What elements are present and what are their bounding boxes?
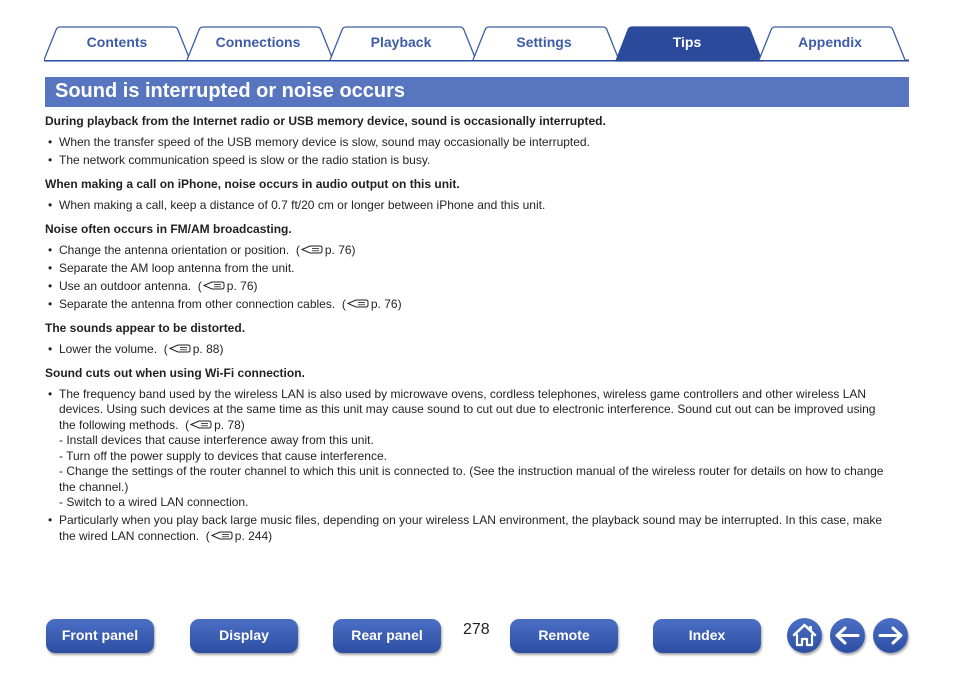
ref-page: p. 76) [226,278,258,293]
ref-page: p. 76) [324,242,356,257]
list-item-text: Separate the AM loop antenna from the unit. [59,260,295,275]
tab-tips[interactable]: Tips [672,34,702,50]
list-item [45,261,895,277]
section-fm-am-noise [45,222,895,312]
page-reference[interactable] [182,418,245,432]
sub-item: - Switch to a wired LAN connection. [59,495,249,509]
ref-open: ( [205,528,210,543]
page-reference[interactable] [293,243,356,257]
list-item-text: When making a call, keep a distance of 0.7 ft/20 cm or longer between iPhone and this unit. [59,197,546,212]
ref-open: ( [295,242,300,257]
list-item [45,387,895,511]
section-heading: When making a call on iPhone, noise occurs in audio output on this unit. [45,177,460,191]
sub-item: - Turn off the power supply to devices that cause interference. [59,448,387,463]
hand-pointer-icon [301,244,323,255]
page-reference[interactable] [160,342,223,356]
ref-open: ( [197,278,202,293]
sub-item: - Change the settings of the router channel to which this unit is connected to. (See the instruction manual of the wireless router for details on how to change the channel.) [59,464,884,494]
list-item [45,135,895,151]
remote-button[interactable]: Remote [510,619,618,653]
front-panel-button[interactable]: Front panel [46,619,154,653]
section-heading: During playback from the Internet radio or USB memory device, sound is occasionally interrupted. [45,114,606,128]
ref-open: ( [341,296,346,311]
rear-panel-button[interactable]: Rear panel [333,619,441,653]
section-heading: The sounds appear to be distorted. [45,321,246,335]
page-reference[interactable] [202,529,272,543]
list-item [45,513,895,544]
list-item-text: Use an outdoor antenna. [59,278,192,293]
ref-page: p. 88) [192,341,224,356]
tab-settings[interactable]: Settings [516,34,572,50]
list-item [45,297,895,313]
section-distortion [45,321,895,357]
home-icon[interactable] [787,618,822,653]
page-title: Sound is interrupted or noise occurs [55,80,406,102]
title-bar [45,77,909,107]
list-item-text: Particularly when you play back large music files, depending on your wireless LAN environment, the playback sound may be interrupted. In this case, make the wired LAN connection. [59,513,883,543]
page-reference[interactable] [194,279,257,293]
hand-pointer-icon [203,280,225,291]
section-heading: Noise often occurs in FM/AM broadcasting. [45,222,292,236]
list-item-text: The frequency band used by the wireless LAN is also used by microwave ovens, cordless telephones, wireless game controllers and other wireless LAN devices. Using such devices at the same time as this unit may cause sound to cut out due to electronic interference. Sound cut out can be improved using the following methods. [59,386,876,432]
ref-page: p. 76) [370,296,402,311]
tab-connections[interactable]: Connections [215,34,301,50]
list-item-text: Separate the antenna from other connection cables. [59,296,336,311]
back-arrow-icon[interactable] [830,618,865,653]
section-heading: Sound cuts out when using Wi-Fi connection. [45,366,305,380]
ref-page: p. 78) [214,417,245,432]
forward-arrow-icon[interactable] [873,618,908,653]
ref-open: ( [185,417,190,432]
list-item-text: The network communication speed is slow or the radio station is busy. [59,152,431,167]
list-item [45,279,895,295]
list-item [45,243,895,259]
tab-contents[interactable]: Contents [86,34,148,50]
ref-open: ( [163,341,168,356]
main-content [45,114,895,553]
list-item [45,153,895,169]
tab-playback[interactable]: Playback [370,34,432,50]
list-item [45,198,895,214]
hand-pointer-icon [211,530,233,541]
list-item-text: Lower the volume. [59,341,158,356]
page-reference[interactable] [339,297,402,311]
ref-page: p. 244) [234,528,273,543]
sub-item: - Install devices that cause interference away from this unit. [59,433,374,447]
page-number: 278 [463,621,490,638]
display-button[interactable]: Display [190,619,298,653]
hand-pointer-icon [347,298,369,309]
section-iphone-call [45,177,895,213]
index-button[interactable]: Index [653,619,761,653]
tab-appendix[interactable]: Appendix [798,34,862,50]
list-item-text: Change the antenna orientation or position. [59,242,290,257]
tab-bar [44,26,909,62]
section-internet-radio [45,114,895,168]
hand-pointer-icon [190,419,212,430]
list-item-text: When the transfer speed of the USB memory device is slow, sound may occasionally be interrupted. [59,134,590,149]
section-wifi [45,366,895,544]
list-item [45,342,895,358]
hand-pointer-icon [169,343,191,354]
